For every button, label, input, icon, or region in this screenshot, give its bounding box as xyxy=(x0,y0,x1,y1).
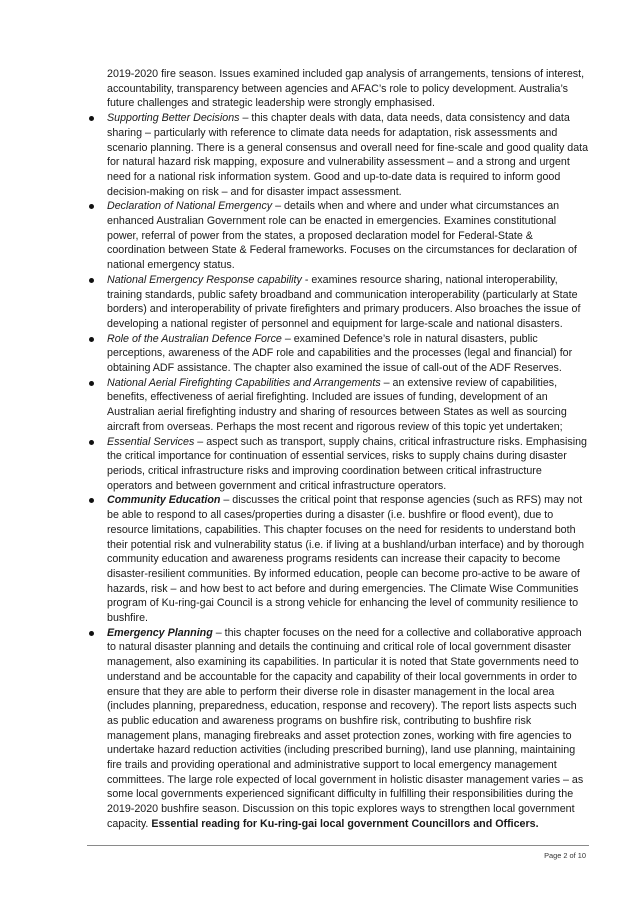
bullet-icon xyxy=(89,631,94,636)
item-text: – an extensive review of capabilities, benefits, effectiveness of aerial firefighting. Included are issues of funding, development of an Australian aerial firefighting industry and sharing of resources between States as well as sourcing aircraft from overseas. Perhaps the most recent and rigorous review of this topic yet undertaken; xyxy=(107,376,567,433)
footer-divider xyxy=(87,845,589,846)
list-item xyxy=(87,626,589,832)
bullet-icon xyxy=(89,440,94,445)
item-text: – details when and where and under what circumstances an enhanced Australian Government role can be enacted in emergencies. Examines constitutional power, referral of power from the states, a proposed declaration model for Federal-State & coordination between State & Federal frameworks. Focuses on the circumstances for declaration of national emergency status. xyxy=(107,200,577,272)
item-title: National Aerial Firefighting Capabilities and Arrangements xyxy=(107,376,381,389)
item-emphasis: Essential reading for Ku-ring-gai local government Councillors and Officers. xyxy=(151,817,539,830)
list-item xyxy=(87,273,589,332)
continued-paragraph: 2019-2020 fire season. Issues examined included gap analysis of arrangements, tensions of interest, accountability, transparency between agencies and AFAC’s role to policy development. Australia’s future challenges and strategic leadership were strongly emphasised. xyxy=(107,68,585,110)
bullet-icon xyxy=(89,204,94,209)
item-text: – this chapter focuses on the need for a collective and collaborative approach to natural disaster planning and details the continuing and critical role of local government disaster management, also examining its capabilities. In particular it is noted that State governments need to understand and be accountable for the capacity and capability of their local governments in order to ensure that they are able to perform their diverse role in disaster management in the local area (includes planning, preparedness, education, response and recovery). The report lists aspects such as public education and awareness programs on bushfire risk, contributing to bushfire risk management plans, managing firebreaks and asset protection zones, working with fire agencies to undertake hazard reduction activities (including prescribed burning), land use planning, maintaining fire trails and providing operational and administrative support to local emergency management committees. The large role expected of local government in holistic disaster management varies – as some local governments experienced significant difficulty in fulfilling their responsibilities during the 2019-2020 bushfire season. Discussion on this topic explores ways to strengthen local government capacity. xyxy=(107,626,584,830)
item-title: Essential Services xyxy=(107,435,195,448)
list-item xyxy=(87,111,589,199)
item-title: National Emergency Response capability xyxy=(107,273,302,286)
list-item xyxy=(87,435,589,494)
bullet-icon xyxy=(89,116,94,121)
list-item xyxy=(87,332,589,376)
list-item xyxy=(87,376,589,435)
bullet-icon xyxy=(89,278,94,283)
list-item xyxy=(87,199,589,273)
bullet-icon xyxy=(89,498,94,503)
item-title: Supporting Better Decisions xyxy=(107,112,240,125)
item-title: Emergency Planning xyxy=(107,626,213,639)
bullet-icon xyxy=(89,381,94,386)
item-title: Role of the Australian Defence Force xyxy=(107,332,282,345)
item-title: Declaration of National Emergency xyxy=(107,200,273,213)
list-item xyxy=(87,493,589,625)
item-text: - examines resource sharing, national interoperability, training standards, public safety broadband and communication interoperability (particularly at State borders) and interoperability of private firefighters and primary producers. Also broaches the issue of developing a national register of personnel and equipment for large-scale and national disasters. xyxy=(107,273,581,330)
item-text: – this chapter deals with data, data needs, data consistency and data sharing – particularly with reference to climate data needs for adaptation, risk assessments and scenario planning. There is a general consensus and overall need for fine-scale and good quality data for natural hazard risk mapping, exposure and vulnerability assessment – and a strong and urgent need for a national risk information system. Good and up-to-date data is required to inform good decision-making on risk – and for disaster impact assessment. xyxy=(107,112,589,198)
page-number: Page 2 of 10 xyxy=(544,851,586,860)
bullet-icon xyxy=(89,337,94,342)
item-text: – examined Defence’s role in natural disasters, public perceptions, awareness of the ADF role and capabilities and the processes (legal and financial) for obtaining ADF assistance. The chapter also examined the issue of call-out of the ADF Reserves. xyxy=(107,332,573,375)
page-body xyxy=(87,67,589,832)
item-title: Community Education xyxy=(107,494,221,507)
item-text: – discusses the critical point that response agencies (such as RFS) may not be able to respond to all cases/properties during a disaster (i.e. bushfire or flood event), due to resource limitations, capabilities. This chapter focuses on the need for residents to understand both their potential risk and vulnerability status (i.e. if living at a bushland/urban interface) and by thorough community education and awareness programs residents can increase their capacity to become disaster-resilient communities. By informed education, people can become pro-active to be aware of hazards, risk – and how best to act before and during emergencies. The Climate Wise Communities program of Ku-ring-gai Council is a strong vehicle for enhancing the level of community resilience to bushfire. xyxy=(107,494,585,625)
chapter-list xyxy=(87,111,589,831)
item-text: – aspect such as transport, supply chains, critical infrastructure risks. Emphasising the critical importance for continuation of essential services, risks to supply chains during disaster periods, critical infrastructure risks and improving coordination between critical infrastructure operators and between government and critical infrastructure operators. xyxy=(107,435,587,492)
